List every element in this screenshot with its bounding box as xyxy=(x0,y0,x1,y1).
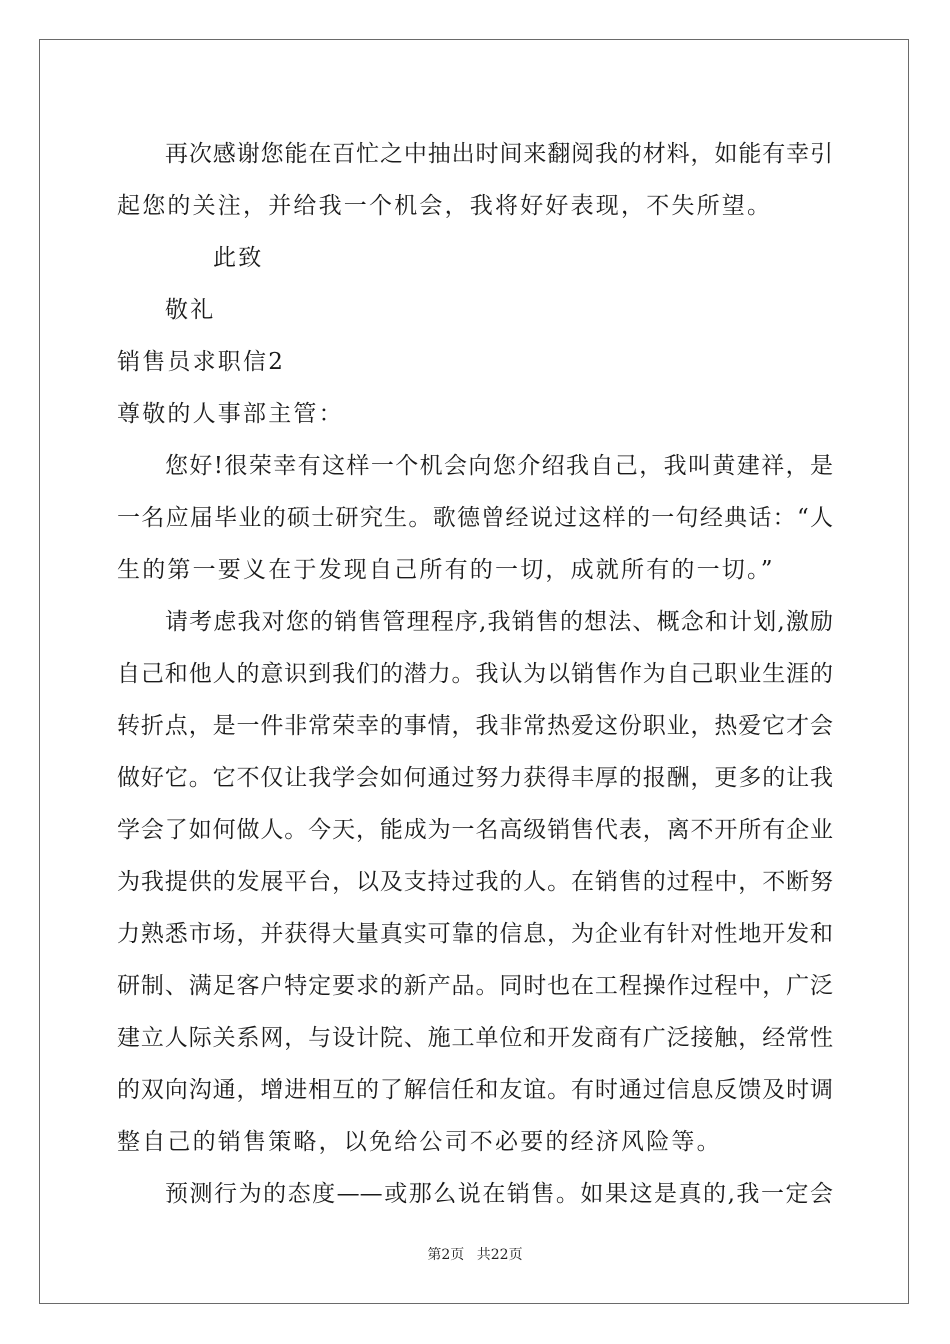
paragraph-line: 再次感谢您能在百忙之中抽出时间来翻阅我的材料，如能有幸引 xyxy=(165,141,833,167)
page-total: 共22页 xyxy=(476,1247,523,1263)
paragraph-line: 建立人际关系网，与设计院、施工单位和开发商有广泛接触，经常性 xyxy=(117,1025,833,1051)
paragraph-line: 生的第一要义在于发现自己所有的一切，成就所有的一切。” xyxy=(117,557,775,583)
closing-salutation: 此致 xyxy=(213,245,264,271)
paragraph-line: 做好它。它不仅让我学会如何通过努力获得丰厚的报酬，更多的让我 xyxy=(117,765,833,791)
paragraph-line: 您好!很荣幸有这样一个机会向您介绍我自己，我叫黄建祥，是 xyxy=(165,453,833,479)
page-number: 第2页 xyxy=(427,1247,465,1263)
paragraph-line: 一名应届毕业的硕士研究生。歌德曾经说过这样的一句经典话：“人 xyxy=(117,505,833,531)
paragraph-line: 的双向沟通，增进相互的了解信任和友谊。有时通过信息反馈及时调 xyxy=(117,1077,833,1103)
letter-greeting: 尊敬的人事部主管： xyxy=(117,401,344,427)
paragraph-line: 为我提供的发展平台，以及支持过我的人。在销售的过程中，不断努 xyxy=(117,869,833,895)
paragraph-line: 力熟悉市场，并获得大量真实可靠的信息，为企业有针对性地开发和 xyxy=(117,921,833,947)
paragraph-line: 自己和他人的意识到我们的潜力。我认为以销售作为自己职业生涯的 xyxy=(117,661,833,687)
letter-body xyxy=(117,128,833,1220)
section-title: 销售员求职信2 xyxy=(117,349,286,375)
paragraph-line: 请考虑我对您的销售管理程序,我销售的想法、概念和计划,激励 xyxy=(165,609,833,635)
paragraph-line: 预测行为的态度——或那么说在销售。如果这是真的,我一定会 xyxy=(165,1181,833,1207)
closing-regards: 敬礼 xyxy=(165,297,216,323)
page-footer xyxy=(0,1244,950,1264)
paragraph-line: 整自己的销售策略，以免给公司不必要的经济风险等。 xyxy=(117,1129,722,1155)
paragraph-line: 学会了如何做人。今天，能成为一名高级销售代表，离不开所有企业 xyxy=(117,817,833,843)
paragraph-line: 转折点，是一件非常荣幸的事情，我非常热爱这份职业，热爱它才会 xyxy=(117,713,833,739)
paragraph-line: 起您的关注，并给我一个机会，我将好好表现，不失所望。 xyxy=(117,193,773,219)
paragraph-line: 研制、满足客户特定要求的新产品。同时也在工程操作过程中，广泛 xyxy=(117,973,833,999)
